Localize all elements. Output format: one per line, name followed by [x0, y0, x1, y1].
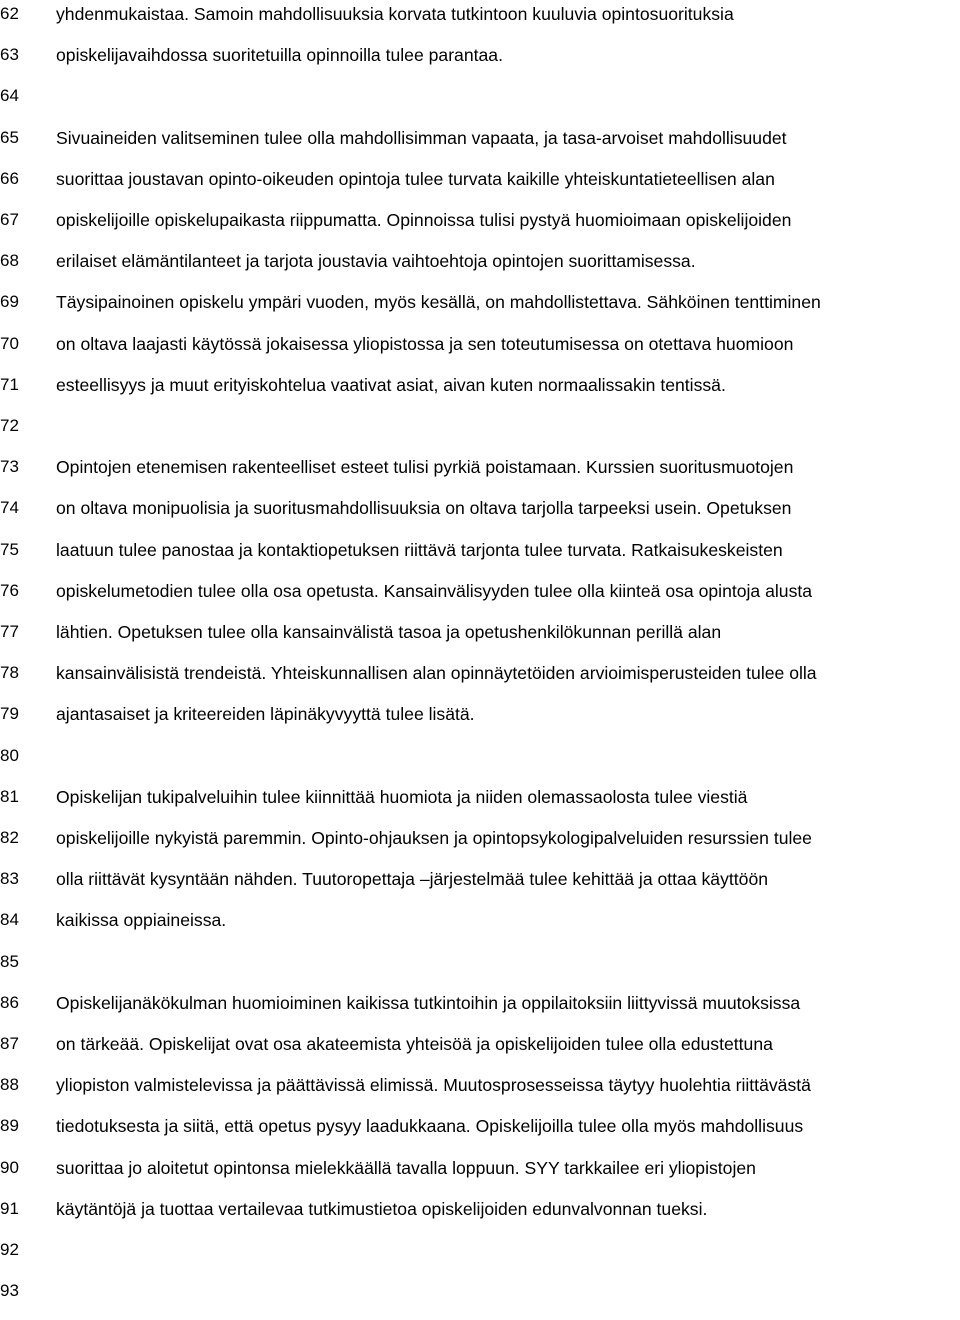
- document-line: [0, 620, 960, 661]
- line-number: 87: [0, 1034, 19, 1053]
- line-text: on oltava monipuolisia ja suoritusmahdollisuuksia on oltava tarjolla tarpeeksi usein. Opetuksen: [56, 498, 792, 519]
- line-number: 83: [0, 869, 19, 889]
- line-number: 71: [0, 374, 19, 394]
- line-number: 91: [0, 1198, 19, 1218]
- line-number: 77: [0, 622, 19, 641]
- line-number: 90: [0, 1157, 19, 1177]
- line-number: 72: [0, 416, 19, 435]
- line-number: 75: [0, 539, 19, 559]
- document-line: [0, 867, 960, 908]
- line-text: kaikissa oppiaineissa.: [56, 910, 227, 931]
- document-line: [0, 661, 960, 702]
- line-number: 62: [0, 4, 19, 23]
- line-text: yliopiston valmistelevissa ja päättävissä elimissä. Muutosprosesseissa täytyy huolehtia riittävästä: [56, 1075, 811, 1096]
- line-text: yhdenmukaistaa. Samoin mahdollisuuksia korvata tutkintoon kuuluvia opintosuorituksia: [56, 4, 734, 24]
- line-number: 81: [0, 786, 19, 806]
- document-line: [0, 1032, 960, 1073]
- document-line: [0, 167, 960, 208]
- document-line: [0, 496, 960, 537]
- document-line: [0, 579, 960, 620]
- line-text: opiskelijoille opiskelupaikasta riippumatta. Opinnoissa tulisi pystyä huomioimaan opiskelijoiden: [56, 210, 792, 230]
- document-line: [0, 702, 960, 743]
- line-number: 80: [0, 745, 19, 765]
- document-line: [0, 43, 960, 84]
- document-line: [0, 249, 960, 290]
- document-line: [0, 1073, 960, 1114]
- line-number: 69: [0, 292, 19, 312]
- line-number: 89: [0, 1116, 19, 1136]
- line-text: esteellisyys ja muut erityiskohtelua vaativat asiat, aivan kuten normaalissakin tentissä.: [56, 374, 726, 395]
- line-text: opiskelijavaihdossa suoritetuilla opinnoilla tulee parantaa.: [56, 45, 503, 66]
- line-text: tiedotuksesta ja siitä, että opetus pysyy laadukkaana. Opiskelijoilla tulee olla myös mahdollisuus: [56, 1116, 804, 1137]
- document-line: [0, 538, 960, 579]
- line-text: Opintojen etenemisen rakenteelliset esteet tulisi pyrkiä poistamaan. Kurssien suoritusmuotojen: [56, 457, 794, 478]
- document-line: [0, 991, 960, 1032]
- document-line: [0, 950, 960, 991]
- line-text: on oltava laajasti käytössä jokaisessa yliopistossa ja sen toteutumisessa on otettava huomioon: [56, 333, 794, 354]
- line-number: 73: [0, 457, 19, 477]
- document-line: [0, 1238, 960, 1279]
- line-text: kansainvälisistä trendeistä. Yhteiskunnallisen alan opinnäytetöiden arvioimisperusteiden tulee olla: [56, 663, 817, 684]
- line-number: 86: [0, 992, 19, 1012]
- line-number: 66: [0, 168, 19, 188]
- document-line: [0, 373, 960, 414]
- document-line: [0, 1279, 960, 1320]
- line-text: Sivuaineiden valitseminen tulee olla mahdollisimman vapaata, ja tasa-arvoiset mahdollisuudet: [56, 127, 787, 148]
- document-line: [0, 2, 960, 43]
- document-line: [0, 208, 960, 249]
- line-text: ajantasaiset ja kriteereiden läpinäkyvyyttä tulee lisätä.: [56, 704, 475, 725]
- line-number: 67: [0, 210, 19, 229]
- document-line: [0, 126, 960, 167]
- document-line: [0, 455, 960, 496]
- line-text: suorittaa joustavan opinto-oikeuden opintoja tulee turvata kaikille yhteiskuntatieteellisen alan: [56, 168, 775, 189]
- document-line: [0, 826, 960, 867]
- line-number: 63: [0, 45, 19, 65]
- document-line: [0, 785, 960, 826]
- line-number: 76: [0, 580, 19, 600]
- document-line: [0, 332, 960, 373]
- document-line: [0, 1197, 960, 1238]
- document-line: [0, 84, 960, 125]
- line-number: 93: [0, 1281, 19, 1301]
- document-line: [0, 1156, 960, 1197]
- line-text: erilaiset elämäntilanteet ja tarjota joustavia vaihtoehtoja opintojen suorittamisessa.: [56, 251, 696, 272]
- line-number: 64: [0, 86, 19, 106]
- line-text: Täysipainoinen opiskelu ympäri vuoden, myös kesällä, on mahdollistettava. Sähköinen tenttiminen: [56, 292, 821, 313]
- line-text: Opiskelijan tukipalveluihin tulee kiinnittää huomiota ja niiden olemassaolosta tulee viestiä: [56, 786, 748, 807]
- document-line: [0, 290, 960, 331]
- line-number: 92: [0, 1240, 19, 1259]
- line-number: 79: [0, 704, 19, 724]
- line-text: Opiskelijanäkökulman huomioiminen kaikissa tutkintoihin ja oppilaitoksiin liittyvissä muutoksissa: [56, 992, 801, 1013]
- line-number: 68: [0, 251, 19, 271]
- line-text: käytäntöjä ja tuottaa vertailevaa tutkimustietoa opiskelijoiden edunvalvonnan tueksi.: [56, 1198, 708, 1219]
- line-number: 74: [0, 498, 19, 518]
- document-line: [0, 414, 960, 455]
- line-text: laatuun tulee panostaa ja kontaktiopetuksen riittävä tarjonta tulee turvata. Ratkaisukeskeisten: [56, 539, 783, 560]
- line-number: 65: [0, 127, 19, 147]
- line-text: suorittaa jo aloitetut opintonsa mielekkäällä tavalla loppuun. SYY tarkkailee eri yliopistojen: [56, 1157, 756, 1178]
- line-text: opiskelijoille nykyistä paremmin. Opinto-ohjauksen ja opintopsykologipalveluiden resurssien tulee: [56, 828, 812, 848]
- line-number: 82: [0, 828, 19, 847]
- line-number: 85: [0, 951, 19, 971]
- line-number: 88: [0, 1075, 19, 1095]
- line-text: opiskelumetodien tulee olla osa opetusta. Kansainvälisyyden tulee olla kiinteä osa opintoja alusta: [56, 580, 813, 601]
- line-number: 78: [0, 663, 19, 683]
- document-line: [0, 908, 960, 949]
- document-line: [0, 1114, 960, 1155]
- line-number: 70: [0, 333, 19, 353]
- line-number: 84: [0, 910, 19, 930]
- line-text: lähtien. Opetuksen tulee olla kansainvälistä tasoa ja opetushenkilökunnan perillä alan: [56, 622, 722, 642]
- line-text: on tärkeää. Opiskelijat ovat osa akateemista yhteisöä ja opiskelijoiden tulee olla edustettuna: [56, 1034, 773, 1054]
- document-line: [0, 744, 960, 785]
- line-text: olla riittävät kysyntään nähden. Tuutoropettaja –järjestelmää tulee kehittää ja ottaa käyttöön: [56, 869, 769, 890]
